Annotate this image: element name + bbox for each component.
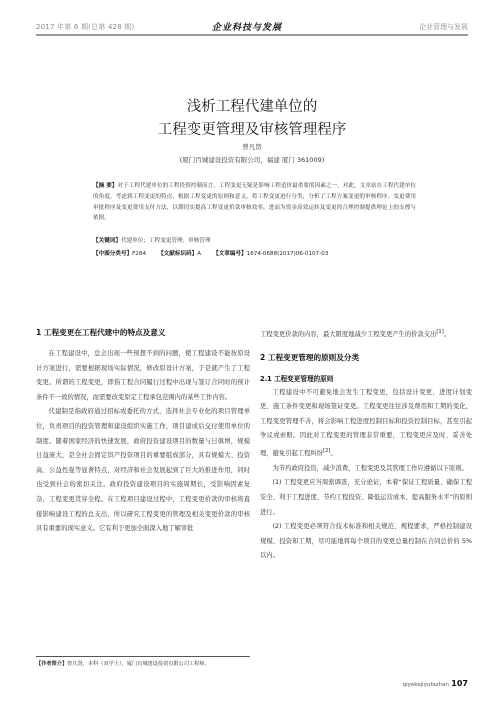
reference-2: [2] [322, 448, 331, 455]
section-2-1-heading: 2.1 工程变更管理的原则 [260, 374, 334, 383]
footnote-rule [36, 656, 250, 657]
section-1-heading: 1 工程变更在工程代建中的特点及意义 [36, 328, 166, 337]
author-footnote [36, 660, 210, 667]
abstract-label: 【摘 要】 [93, 183, 118, 189]
article-no-value: 1674-0688(2017)06-0107-03 [246, 251, 329, 257]
header-rule [36, 34, 468, 36]
issue-label: 2017 年第 6 期(总第 428 期) [36, 23, 135, 31]
author-bio: 曾凡贤，本科（双学士），厦门百城建设投资有限公司工程师。 [67, 661, 210, 667]
keywords-text: 代建单位；工程变更管理；审核管理 [120, 238, 211, 244]
section-2-1-paragraph-1 [260, 386, 472, 462]
abstract-text: 对于工程代建单位的工程投资控制而言，工程变更无疑是影响工程造价最重要的因素之一。对此，文章站在工程代建单位的角度，考虑到工程变更的特点，根据工程变更的原则和意义，将工程变更进行分类，分析了工程方案变更的审核程序、变更费用审批程序及变更费用支付方法，以期切实提高工程变更价款审核效率，进而为资金高效运转及变更的合理控制提供理论上的支撑与依据。 [93, 183, 416, 222]
section-2-1-paragraph-4: (2) 工程变更必须符合技术标准和相关规范、规程要求，严格控制建设规模、投资和工期，尽可能地将每个项目的变更总量控制在合同总价的 5%以内。 [260, 523, 472, 560]
article-no-label: 【文章编号】 [213, 251, 247, 257]
page-number: 107 [451, 679, 468, 688]
author-bio-label: 【作者简介】 [36, 661, 68, 667]
clc-label: 【中图分类号】 [93, 251, 133, 257]
section-2-1-paragraph-2: 为节约政府投资，减少浪费，工程变更及其管理工作应遵循以下原则。 [272, 464, 468, 472]
clc-value: F284 [132, 251, 147, 257]
section-2-1-paragraph-1-text: 工程建设中不可避免地会发生工程变更，包括设计变更、进度计划变更、施工条件变更和现场签证变更。工程变更往往涉及费用和工期的变化，工程变更管理不善，将会影响工程进度控制目标和投资控制目标，甚至引起争议或索赔。因此对工程变更的管理非常重要，工程变更应及时、妥善处理，避免引起工程纠纷 [260, 388, 472, 458]
continued-paragraph [260, 325, 472, 343]
section-1-paragraph-1: 在工程建设中，总会出现一些预想不到的问题，使工程建设不能按原设计方案进行，需要根据现场实际情况，修改原设计方案，于是就产生了工程变更。所谓的工程变更，即指工程合同履行过程中出现与签订合同时的预计条件不一致的情况，而需要改变原定工程承包范围内的某些工作内容。 [36, 350, 250, 401]
continued-paragraph-end: 。 [443, 331, 451, 339]
classification-line [93, 249, 416, 257]
section-2-heading: 2 工程变更管理的原则及分类 [260, 352, 360, 362]
article-title-line2: 工程变更管理及审核管理程序 [157, 122, 347, 138]
journal-website: qiyekejiyufazhan [402, 682, 449, 688]
journal-name: 企业科技与发展 [212, 23, 283, 33]
keywords [93, 236, 416, 244]
body-column-right [260, 325, 472, 564]
section-2-1-paragraph-1-end: 。 [330, 450, 337, 458]
section-label: 企业管理与发展 [419, 23, 468, 31]
doc-code-value: A [197, 251, 202, 257]
doc-code-label: 【文献标识码】 [158, 251, 198, 257]
body-column-left [36, 325, 250, 537]
author-name: 曾凡贤 [242, 143, 262, 151]
article-title-line1: 浅析工程代建单位的 [186, 99, 318, 115]
section-2-1-paragraph-3: (1) 工程变更应当周密调查，充分论证，本着“保证工程质量、确保工程安全、利于工程进度、节约工程投资、降低运营成本、提高服务水平”的原则进行。 [260, 479, 472, 516]
abstract [93, 181, 416, 224]
author-affiliation: (厦门百城建设投资有限公司，福建 厦门 361009) [179, 156, 325, 164]
reference-1: [1] [436, 329, 444, 335]
continued-paragraph-text: 工程变更价款的内容，最大限度地减少工程变更产生的价款支出 [260, 331, 437, 339]
section-1-paragraph-2: 代建制是指政府通过招标或委托的方式，选择社会专业化的项目管理单位，负责项目的投资管理和建设组织实施工作，项目建成后交付使用单位的制度。随着国家经济的快速发展，政府投资建设项目的数量与日俱增，规模日益庞大，是全社会固定资产投资项目的重要组成部分，具有规模大、投资高、公益性强等显著特点，对经济和社会发展起到了巨大的推进作用，同时也受到社会的密切关注。政府投资建设项目的实施周期长，受影响因素复杂，工程变更贯穿全程。在工程项目建设过程中，工程变更价款的审核将直接影响建设工程的总支出，所以研究工程变更的管理及相关变更价款的审核具有重要的现实意义。它有利于更加全面深入地了解审批 [36, 408, 250, 533]
running-header [0, 0, 504, 38]
keywords-label: 【关键词】 [93, 238, 121, 244]
